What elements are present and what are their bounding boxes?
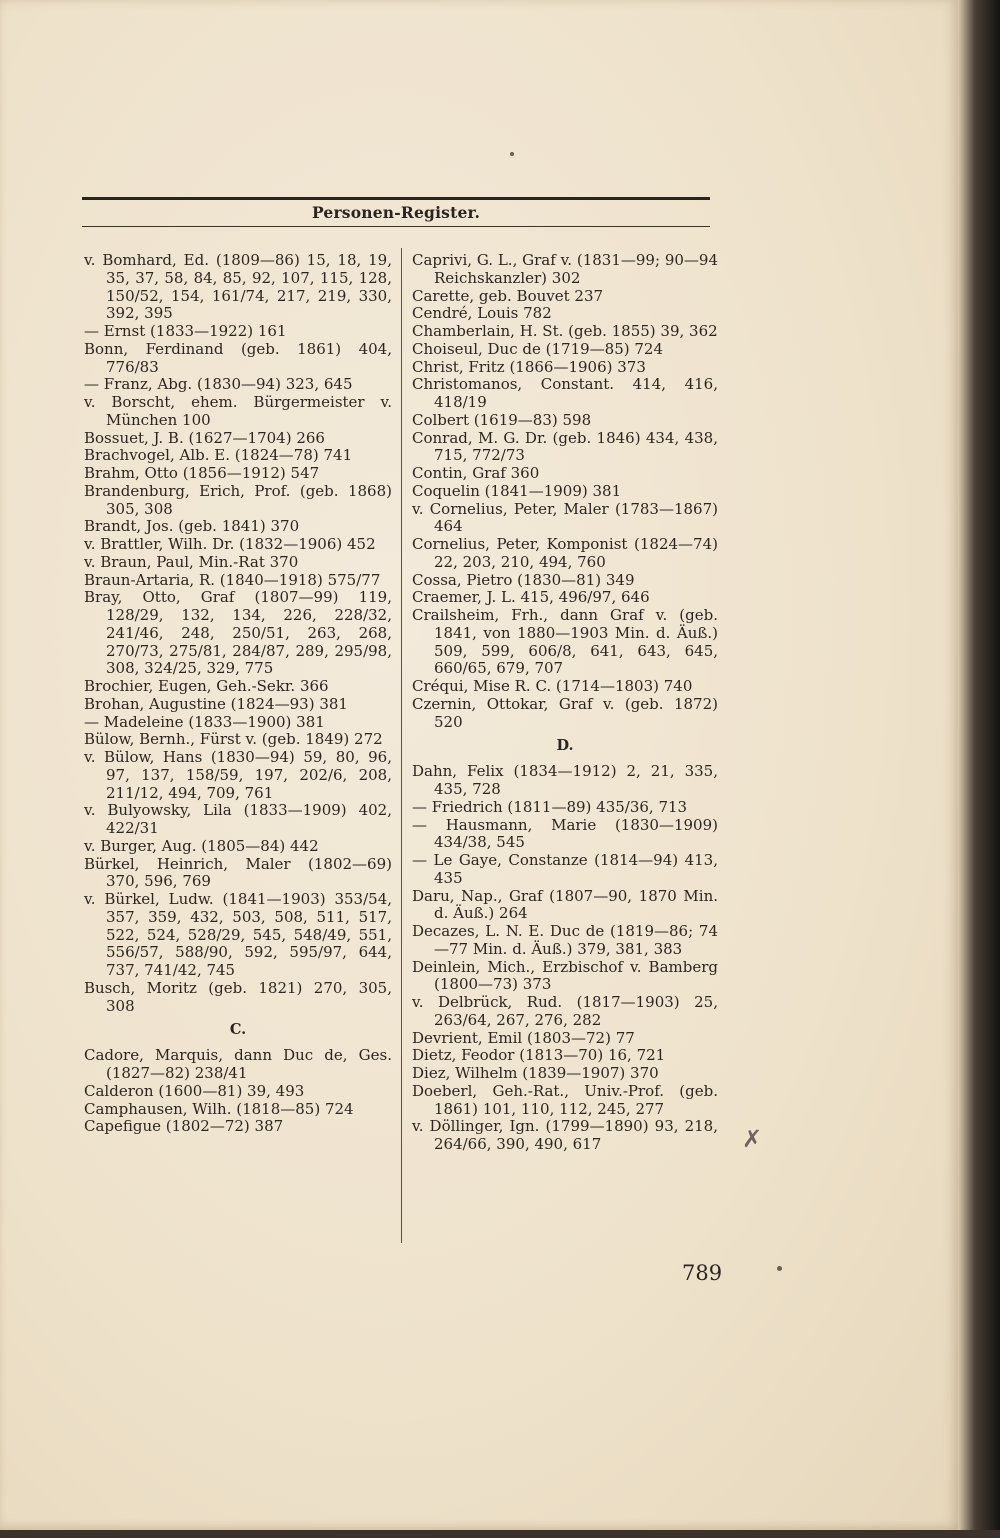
index-entry: Colbert (1619—83) 598 — [412, 410, 592, 429]
section-letter-heading: D. — [556, 737, 574, 755]
index-entry: v. Burger, Aug. (1805—84) 442 — [84, 836, 319, 855]
index-entry: Christomanos, Constant. 414, 416, 418/19 — [412, 375, 718, 411]
paper-speck — [510, 152, 514, 156]
index-entry: Brohan, Augustine (1824—93) 381 — [84, 694, 348, 713]
index-entry: Diez, Wilhelm (1839—1907) 370 — [412, 1064, 659, 1082]
running-header: Personen-Register. — [311, 203, 481, 222]
index-entry: Braun-Artaria, R. (1840—1918) 575/77 — [84, 570, 381, 589]
index-entry: Cadore, Marquis, dann Duc de, Ges. (1827—82) 238/41 — [84, 1046, 392, 1082]
index-entry: Crailsheim, Frh., dann Graf v. (geb. 1841, von 1880—1903 Min. d. Äuß.) 509, 599, 606/8, 641, 643, 645, 660/65, 679, 707 — [412, 606, 718, 678]
index-entry: Busch, Moritz (geb. 1821) 270, 305, 308 — [84, 978, 392, 1015]
page-number: 789 — [682, 1261, 723, 1285]
index-entry: Coquelin (1841—1909) 381 — [412, 481, 622, 500]
index-entry: Caprivi, G. L., Graf v. (1831—99; 90—94 Reichskanzler) 302 — [412, 251, 718, 287]
index-entry: Bülow, Bernh., Fürst v. (geb. 1849) 272 — [84, 730, 383, 749]
index-entry: Czernin, Ottokar, Graf v. (geb. 1872) 520 — [412, 694, 718, 731]
index-entry: Bray, Otto, Graf (1807—99) 119, 128/29, 132, 134, 226, 228/32, 241/46, 248, 250/51, 263, 268, 270/73, 275/81, 284/87, 289, 295/98, 308, 324/25, 329, 775 — [84, 588, 392, 678]
index-entry: Calderon (1600—81) 39, 493 — [84, 1081, 305, 1100]
paper-speck — [777, 1266, 782, 1271]
index-column-left — [84, 252, 392, 1136]
index-entry: Conrad, M. G. Dr. (geb. 1846) 434, 438, 715, 772/73 — [412, 428, 718, 465]
index-entry: Cornelius, Peter, Komponist (1824—74) 22, 203, 210, 494, 760 — [412, 535, 718, 571]
index-entry: Devrient, Emil (1803—72) 77 — [412, 1028, 635, 1047]
index-entry: Brandt, Jos. (geb. 1841) 370 — [84, 517, 300, 536]
index-entry: — Le Gaye, Constanze (1814—94) 413, 435 — [412, 851, 718, 887]
pencil-margin-mark: ✗ — [742, 1125, 763, 1153]
index-entry: v. Bülow, Hans (1830—94) 59, 80, 96, 97, 137, 158/59, 197, 202/6, 208, 211/12, 494, 709, 761 — [84, 748, 392, 802]
index-entry: — Friedrich (1811—89) 435/36, 713 — [412, 797, 688, 816]
index-entry: Choiseul, Duc de (1719—85) 724 — [412, 339, 664, 358]
index-entry: Carette, geb. Bouvet 237 — [412, 286, 604, 305]
index-entry: Capefigue (1802—72) 387 — [84, 1117, 284, 1136]
index-entry: Brachvogel, Alb. E. (1824—78) 741 — [84, 446, 353, 465]
book-bottom-edge — [0, 1530, 1000, 1538]
index-entry: Camphausen, Wilh. (1818—85) 724 — [84, 1099, 354, 1118]
index-entry: Bonn, Ferdinand (geb. 1861) 404, 776/83 — [84, 339, 392, 376]
header-underline — [82, 226, 710, 227]
index-entry: v. Bomhard, Ed. (1809—86) 15, 18, 19, 35, 37, 58, 84, 85, 92, 107, 115, 128, 150/52, 154, 161/74, 217, 219, 330, 392, 395 — [84, 251, 392, 323]
index-entry: v. Bürkel, Ludw. (1841—1903) 353/54, 357, 359, 432, 503, 508, 511, 517, 522, 524, 528/29, 545, 548/49, 551, 556/57, 588/90, 592, 595/97, 644, 737, 741/42, 745 — [84, 890, 392, 979]
index-entry: v. Bulyowsky, Lila (1833—1909) 402, 422/31 — [84, 801, 392, 837]
index-entry: v. Delbrück, Rud. (1817—1903) 25, 263/64, 267, 276, 282 — [412, 993, 718, 1029]
index-entry: Dietz, Feodor (1813—70) 16, 721 — [412, 1046, 666, 1065]
index-entry: — Madeleine (1833—1900) 381 — [84, 712, 325, 731]
index-entry: Brochier, Eugen, Geh.-Sekr. 366 — [84, 677, 329, 695]
index-entry: v. Borscht, ehem. Bürgermeister v. München 100 — [84, 393, 392, 429]
index-entry: Dahn, Felix (1834—1912) 2, 21, 335, 435, 728 — [412, 762, 718, 798]
index-entry: v. Braun, Paul, Min.-Rat 370 — [84, 552, 299, 571]
index-column-right — [412, 252, 718, 1154]
index-entry: Créqui, Mise R. C. (1714—1803) 740 — [412, 677, 693, 695]
index-entry: Craemer, J. L. 415, 496/97, 646 — [412, 588, 650, 607]
index-entry: Bossuet, J. B. (1627—1704) 266 — [84, 428, 325, 447]
index-entry: — Franz, Abg. (1830—94) 323, 645 — [84, 375, 353, 394]
index-entry: Christ, Fritz (1866—1906) 373 — [412, 357, 646, 376]
index-entry: Brandenburg, Erich, Prof. (geb. 1868) 305, 308 — [84, 481, 392, 518]
index-entry: v. Cornelius, Peter, Maler (1783—1867) 464 — [412, 499, 718, 536]
index-entry: Cossa, Pietro (1830—81) 349 — [412, 570, 635, 589]
index-entry: — Ernst (1833—1922) 161 — [84, 322, 287, 340]
index-entry: v. Brattler, Wilh. Dr. (1832—1906) 452 — [84, 535, 376, 553]
index-entry: Decazes, L. N. E. Duc de (1819—86; 74—77 Min. d. Äuß.) 379, 381, 383 — [412, 922, 718, 958]
index-entry: Brahm, Otto (1856—1912) 547 — [84, 464, 320, 482]
index-entry: Doeberl, Geh.-Rat., Univ.-Prof. (geb. 1861) 101, 110, 112, 245, 277 — [412, 1081, 718, 1118]
header-rule — [82, 197, 710, 200]
index-entry: Bürkel, Heinrich, Maler (1802—69) 370, 596, 769 — [84, 854, 392, 891]
book-edge — [958, 0, 1000, 1538]
index-entry: v. Döllinger, Ign. (1799—1890) 93, 218, 264/66, 390, 490, 617 — [412, 1117, 718, 1153]
column-divider — [401, 248, 402, 1243]
index-entry: Chamberlain, H. St. (geb. 1855) 39, 362 — [412, 322, 718, 340]
section-letter-heading: C. — [229, 1021, 247, 1039]
index-entry: Deinlein, Mich., Erzbischof v. Bamberg (1800—73) 373 — [412, 957, 718, 994]
index-entry: Contin, Graf 360 — [412, 464, 540, 482]
index-entry: Daru, Nap., Graf (1807—90, 1870 Min. d. Äuß.) 264 — [412, 886, 718, 923]
index-entry: Cendré, Louis 782 — [412, 304, 552, 323]
index-entry: — Hausmann, Marie (1830—1909) 434/38, 545 — [412, 815, 718, 852]
